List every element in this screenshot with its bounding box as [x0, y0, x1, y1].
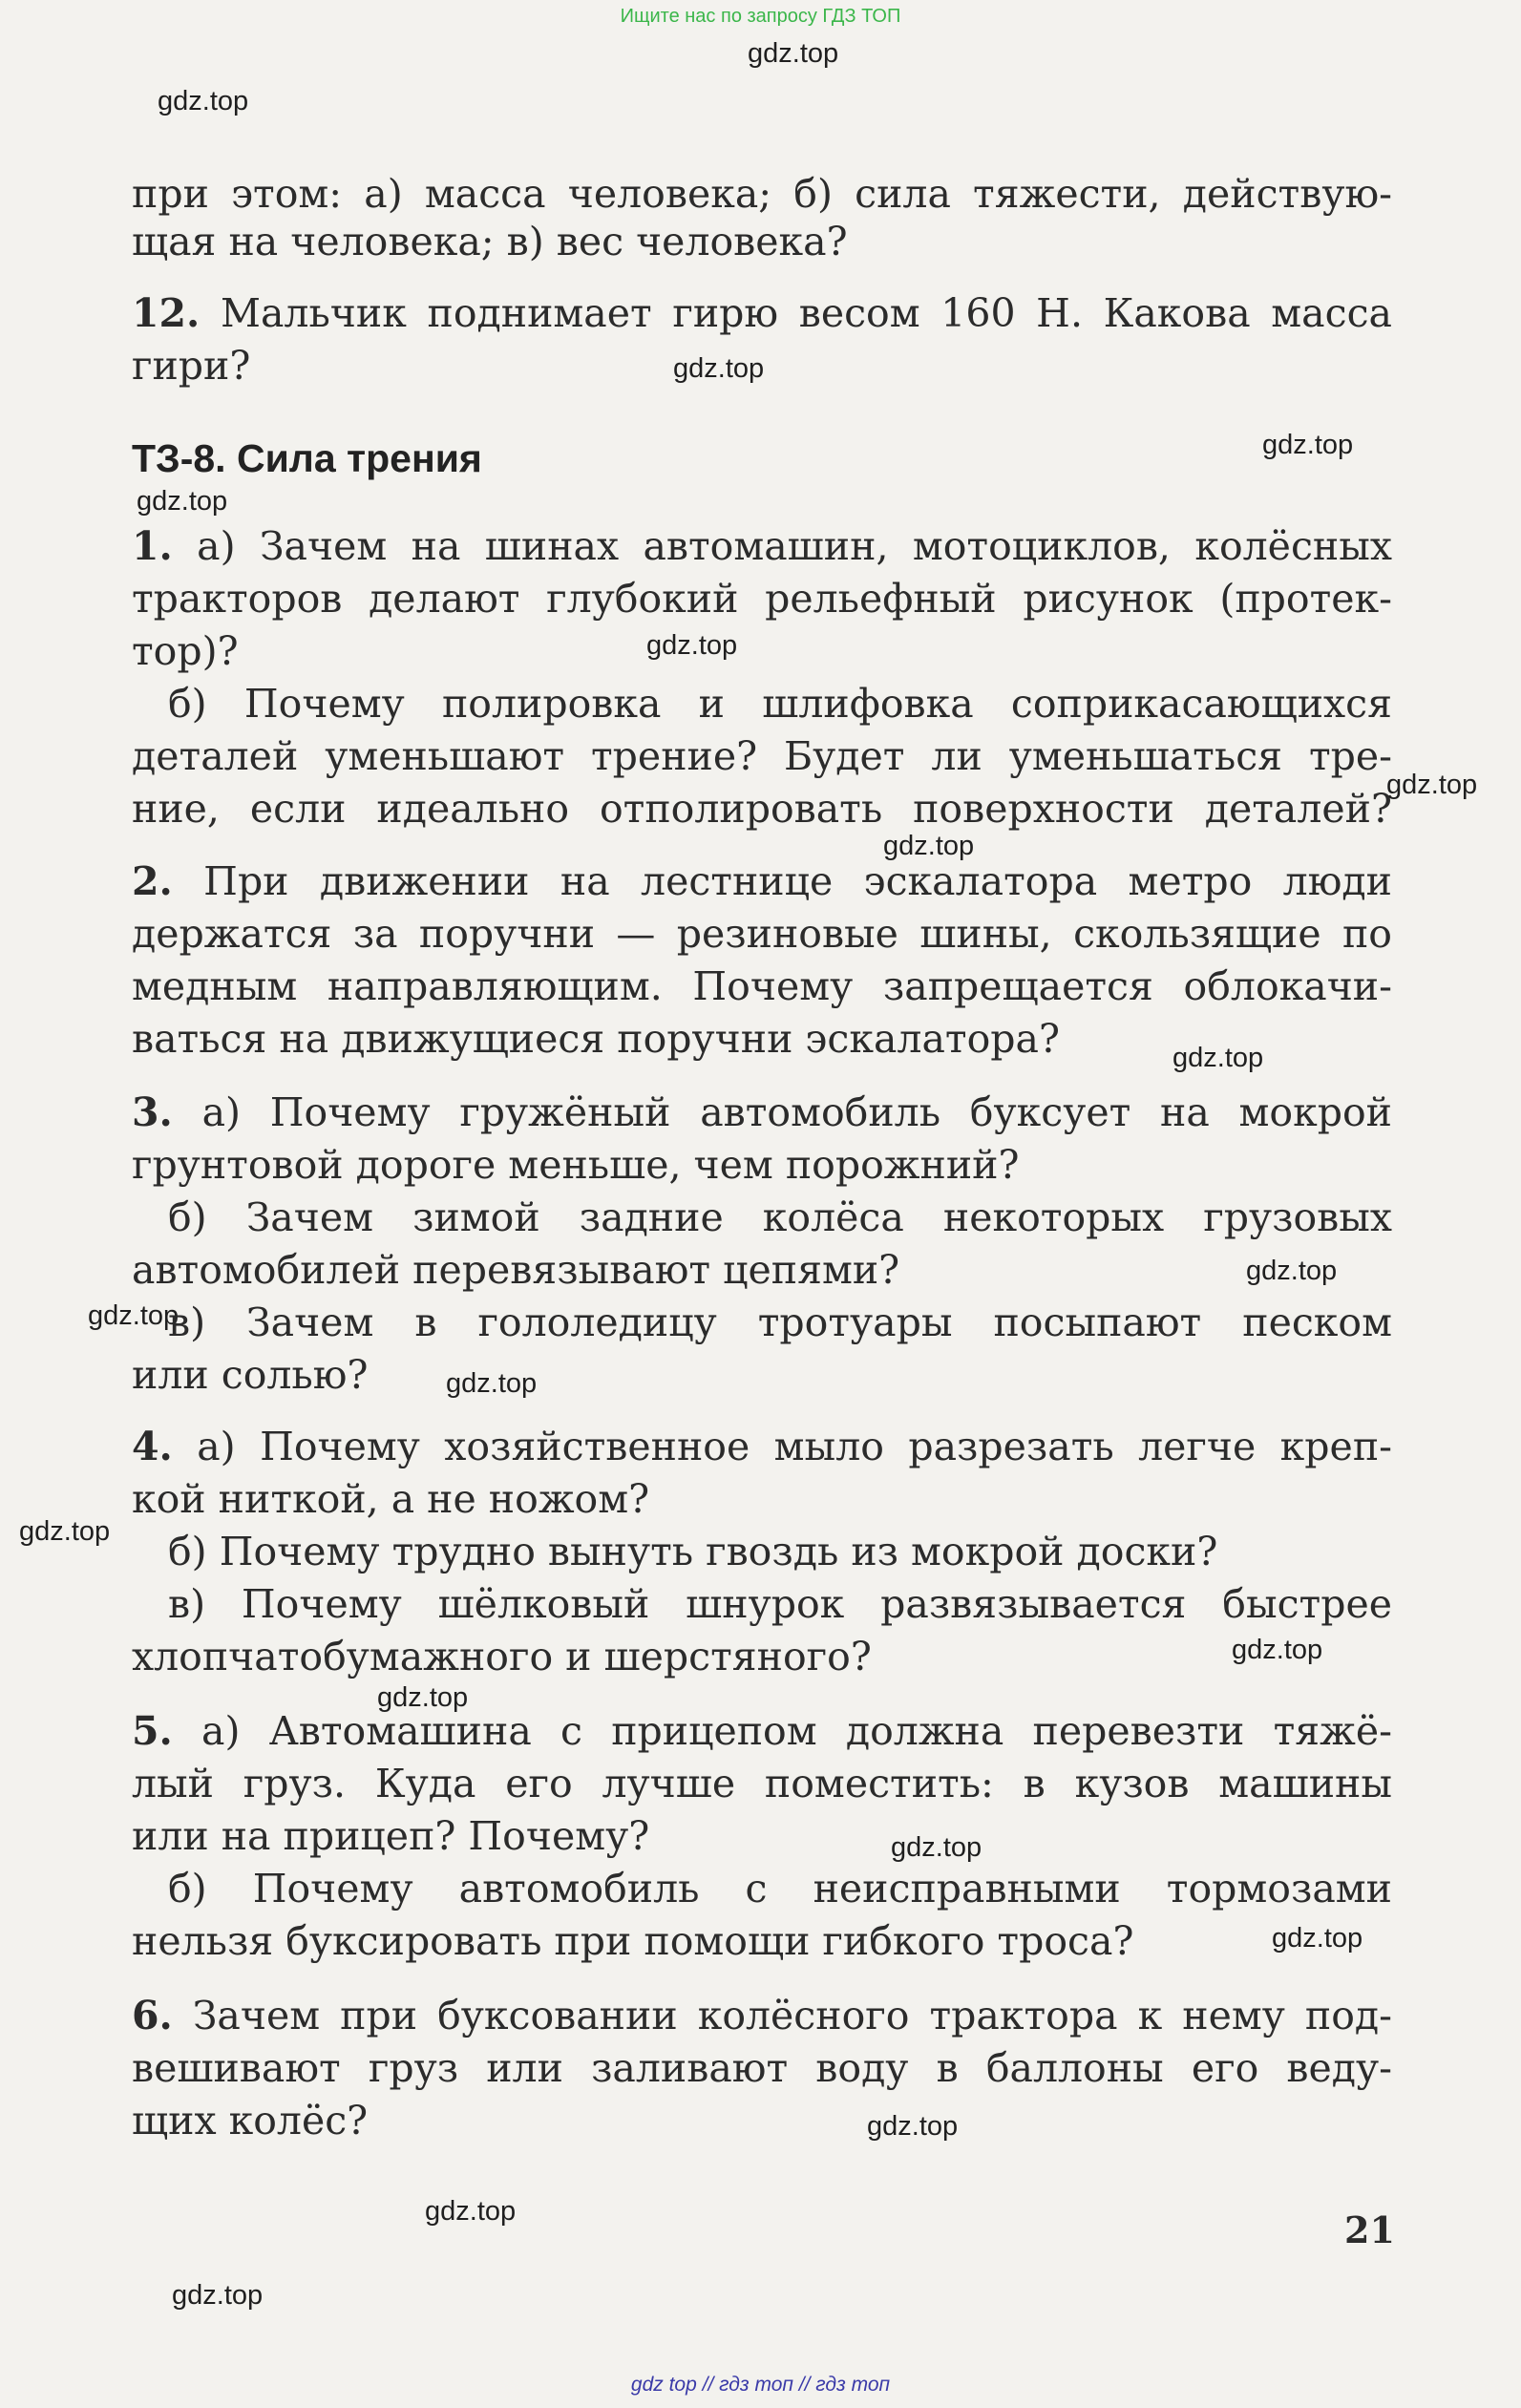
- watermark: gdz.top: [748, 38, 839, 69]
- question-number: 1.: [132, 523, 173, 569]
- question-4a: [132, 1423, 1392, 1470]
- watermark: gdz.top: [1172, 1043, 1264, 1073]
- question-1a: [132, 522, 1392, 570]
- question-number: 4.: [132, 1424, 173, 1469]
- text-line: лый груз. Куда его лучше поместить: в кузов машины: [132, 1761, 1392, 1806]
- question-2: [132, 857, 1392, 905]
- watermark: gdz.top: [425, 2196, 517, 2227]
- watermark: gdz.top: [19, 1516, 111, 1547]
- watermark: gdz.top: [646, 630, 738, 661]
- text-line: щих колёс?: [132, 2098, 369, 2144]
- question-3a: [132, 1088, 1392, 1136]
- text-line: или солью?: [132, 1352, 369, 1398]
- question-number: 6.: [132, 1993, 173, 2038]
- watermark: gdz.top: [137, 486, 228, 517]
- text-line: При движении на лестнице эскалатора метро люди: [172, 858, 1392, 904]
- text-line: а) Автомашина с прицепом должна перевезти тяжё-: [172, 1708, 1392, 1754]
- text-line: тракторов делают глубокий рельефный рисунок (протек-: [132, 576, 1392, 622]
- text-line: грунтовой дороге меньше, чем порожний?: [132, 1142, 1020, 1188]
- text-line: хлопчатобумажного и шерстяного?: [132, 1634, 872, 1679]
- question-5a: [132, 1707, 1392, 1755]
- text-line: вешивают груз или заливают воду в баллоны его веду-: [132, 2045, 1392, 2091]
- text-line: щая на человека; в) вес человека?: [132, 219, 848, 264]
- question-number: 12.: [132, 290, 201, 336]
- text-line: а) Зачем на шинах автомашин, мотоциклов, колёсных: [172, 523, 1392, 569]
- watermark: gdz.top: [88, 1300, 180, 1331]
- section-heading: ТЗ-8. Сила трения: [132, 436, 482, 480]
- watermark: gdz.top: [1386, 770, 1478, 800]
- text-line: а) Почему гружёный автомобиль буксует на мокрой: [172, 1089, 1392, 1135]
- bottom-banner: gdz top // гдз топ // гдз топ: [630, 2374, 891, 2396]
- question-5b: б) Почему автомобиль с неисправными тормозами: [168, 1866, 1392, 1912]
- watermark: gdz.top: [883, 831, 975, 861]
- page-number: 21: [1344, 2208, 1395, 2251]
- watermark: gdz.top: [1272, 1923, 1363, 1954]
- text-line: нельзя буксировать при помощи гибкого троса?: [132, 1918, 1134, 1964]
- text-line: при этом: а) масса человека; б) сила тяжести, действую-: [132, 171, 1392, 217]
- text-line: деталей уменьшают трение? Будет ли уменьшаться тре-: [132, 733, 1392, 779]
- text-line: а) Почему хозяйственное мыло разрезать легче креп-: [172, 1424, 1392, 1469]
- question-12: [132, 289, 1392, 337]
- watermark: gdz.top: [673, 353, 765, 384]
- text-line: Зачем при буксовании колёсного трактора к нему под-: [172, 1993, 1392, 2038]
- text-line: гири?: [132, 343, 251, 389]
- watermark: gdz.top: [1262, 430, 1354, 460]
- watermark: gdz.top: [377, 1682, 469, 1713]
- question-6: [132, 1992, 1392, 2039]
- text-line: держатся за поручни — резиновые шины, скользящие по: [132, 911, 1392, 957]
- text-line: кой ниткой, а не ножом?: [132, 1476, 650, 1522]
- text-line: ваться на движущиеся поручни эскалатора?: [132, 1016, 1060, 1062]
- text-line: медным направляющим. Почему запрещается облокачи-: [132, 963, 1392, 1009]
- question-4c: в) Почему шёлковый шнурок развязывается быстрее: [168, 1581, 1392, 1627]
- question-number: 3.: [132, 1089, 173, 1135]
- watermark: gdz.top: [1246, 1256, 1338, 1286]
- top-banner: Ищите нас по запросу ГДЗ ТОП: [620, 6, 901, 27]
- text-line: автомобилей перевязывают цепями?: [132, 1247, 900, 1293]
- watermark: gdz.top: [1232, 1635, 1323, 1665]
- watermark: gdz.top: [446, 1368, 538, 1399]
- question-3c: в) Зачем в гололедицу тротуары посыпают песком: [168, 1299, 1392, 1345]
- watermark: gdz.top: [867, 2111, 959, 2142]
- question-number: 2.: [132, 858, 173, 904]
- watermark: gdz.top: [891, 1832, 982, 1863]
- watermark: gdz.top: [158, 86, 249, 116]
- question-number: 5.: [132, 1708, 173, 1754]
- text-line: или на прицеп? Почему?: [132, 1813, 650, 1859]
- text-line: ние, если идеально отполировать поверхности деталей?: [132, 786, 1392, 832]
- question-4b: б) Почему трудно вынуть гвоздь из мокрой доски?: [168, 1529, 1218, 1574]
- text-line: тор)?: [132, 628, 239, 674]
- text-line: Мальчик поднимает гирю весом 160 Н. Какова масса: [200, 290, 1392, 336]
- question-1b: б) Почему полировка и шлифовка соприкасающихся: [168, 681, 1392, 727]
- question-3b: б) Зачем зимой задние колёса некоторых грузовых: [168, 1194, 1392, 1240]
- watermark: gdz.top: [172, 2280, 264, 2311]
